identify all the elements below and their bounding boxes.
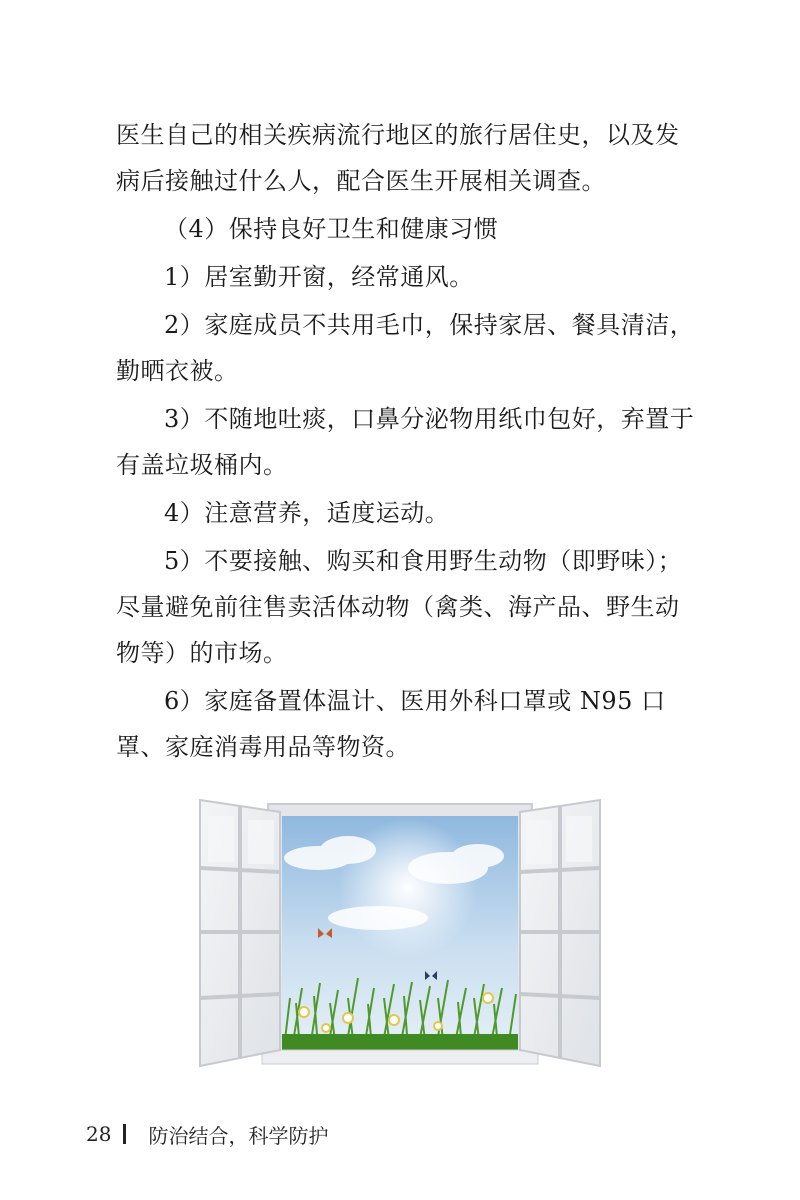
list-item-6: 6）家庭备置体温计、医用外科口罩或 N95 口罩、家庭消毒用品等物资。 [116, 687, 666, 761]
paragraph-1: 医生自己的相关疾病流行地区的旅行居住史，以及发病后接触过什么人，配合医生开展相关调查。 [116, 121, 680, 195]
list-item-1: 1）居室勤开窗，经常通风。 [164, 263, 474, 291]
window-sill [262, 1050, 538, 1064]
section-title: 防治结合，科学防护 [148, 1123, 329, 1148]
page-number: 28 [86, 1122, 112, 1146]
footer-divider [123, 1124, 126, 1144]
heading-hygiene-habits: （4）保持良好卫生和健康习惯 [164, 215, 499, 243]
list-item-3: 3）不随地吐痰，口鼻分泌物用纸巾包好，弃置于有盖垃圾桶内。 [116, 405, 695, 479]
list-item-4: 4）注意营养，适度运动。 [164, 499, 450, 527]
page-footer [86, 1120, 328, 1148]
open-window-illustration [198, 798, 602, 1070]
list-item-5: 5）不要接触、购买和食用野生动物（即野味）；尽量避免前往售卖活体动物（禽类、海产品、野生动物等）的市场。 [116, 547, 683, 667]
list-item-2: 2）家庭成员不共用毛巾，保持家居、餐具清洁，勤晒衣被。 [116, 311, 695, 385]
body-text [116, 112, 696, 770]
